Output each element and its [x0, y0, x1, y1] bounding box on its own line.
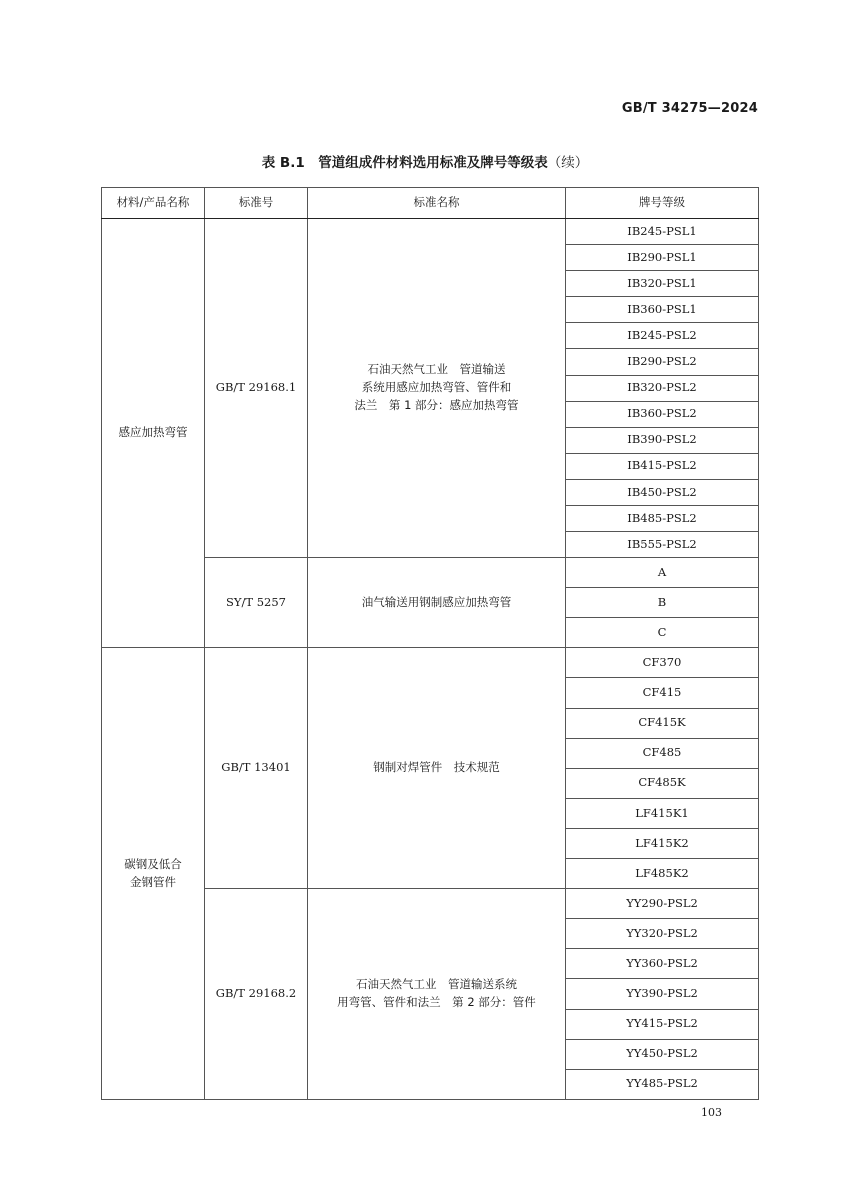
grade-cell: CF485K: [566, 768, 759, 798]
grade-cell: YY290-PSL2: [566, 889, 759, 919]
materials-table-container: [101, 187, 758, 1100]
material-cell: 感应加热弯管: [102, 219, 205, 648]
standard-name-line: 油气输送用钢制感应加热弯管: [361, 594, 512, 609]
table-continued-mark: （续）: [547, 155, 589, 171]
column-header-material: 材料/产品名称: [102, 188, 205, 219]
column-header-standard-name: 标准名称: [308, 188, 566, 219]
grade-cell: YY450-PSL2: [566, 1039, 759, 1069]
column-header-grade: 牌号等级: [566, 188, 759, 219]
grade-cell: IB320-PSL1: [566, 271, 759, 297]
grade-cell: IB360-PSL2: [566, 401, 759, 427]
page-number: 103: [701, 1106, 722, 1119]
grade-cell: IB450-PSL2: [566, 479, 759, 505]
grade-cell: YY415-PSL2: [566, 1009, 759, 1039]
grade-cell: IB290-PSL1: [566, 245, 759, 271]
standard-name-cell: [308, 558, 566, 648]
grade-cell: CF415K: [566, 708, 759, 738]
grade-cell: IB245-PSL1: [566, 219, 759, 245]
grade-cell: CF485: [566, 738, 759, 768]
grade-cell: IB360-PSL1: [566, 297, 759, 323]
grade-cell: IB320-PSL2: [566, 375, 759, 401]
grade-cell: C: [566, 618, 759, 648]
standard-code-cell: SY/T 5257: [205, 558, 308, 648]
standard-code-cell: GB/T 29168.1: [205, 219, 308, 558]
grade-cell: B: [566, 588, 759, 618]
grade-cell: CF370: [566, 648, 759, 678]
standard-code-cell: GB/T 13401: [205, 648, 308, 889]
grade-cell: LF415K1: [566, 798, 759, 828]
material-cell: 碳钢及低合 金钢管件: [102, 648, 205, 1100]
grade-cell: A: [566, 558, 759, 588]
table-caption: [0, 151, 850, 171]
table-row: [102, 648, 759, 678]
grade-cell: IB245-PSL2: [566, 323, 759, 349]
materials-table: [101, 187, 759, 1100]
grade-cell: YY320-PSL2: [566, 919, 759, 949]
grade-cell: YY360-PSL2: [566, 949, 759, 979]
standard-name-line: 钢制对焊管件 技术规范: [373, 760, 500, 775]
table-title: 表 B.1 管道组成件材料选用标准及牌号等级表: [261, 155, 548, 171]
materials-table-body: [102, 188, 759, 1100]
grade-cell: YY390-PSL2: [566, 979, 759, 1009]
standard-name-line: 用弯管、管件和法兰 第 2 部分：管件: [337, 995, 536, 1010]
grade-cell: IB290-PSL2: [566, 349, 759, 375]
standard-name-line: 石油天然气工业 管道输送系统: [356, 977, 517, 992]
standard-name-line: 系统用感应加热弯管、管件和: [361, 380, 512, 395]
grade-cell: CF415: [566, 678, 759, 708]
standard-code-cell: GB/T 29168.2: [205, 889, 308, 1100]
grade-cell: LF485K2: [566, 859, 759, 889]
table-header-row: [102, 188, 759, 219]
grade-cell: YY485-PSL2: [566, 1069, 759, 1099]
grade-cell: IB415-PSL2: [566, 453, 759, 479]
standard-code: GB/T 34275—2024: [621, 101, 758, 116]
standard-name-cell: [308, 648, 566, 889]
standard-name-cell: [308, 889, 566, 1100]
grade-cell: LF415K2: [566, 828, 759, 858]
grade-cell: IB485-PSL2: [566, 505, 759, 531]
standard-name-line: 法兰 第 1 部分：感应加热弯管: [354, 398, 519, 412]
table-row: [102, 219, 759, 245]
grade-cell: IB555-PSL2: [566, 532, 759, 558]
column-header-standard-code: 标准号: [205, 188, 308, 219]
standard-name-line: 石油天然气工业 管道输送: [367, 362, 506, 377]
standard-name-cell: [308, 219, 566, 558]
grade-cell: IB390-PSL2: [566, 427, 759, 453]
